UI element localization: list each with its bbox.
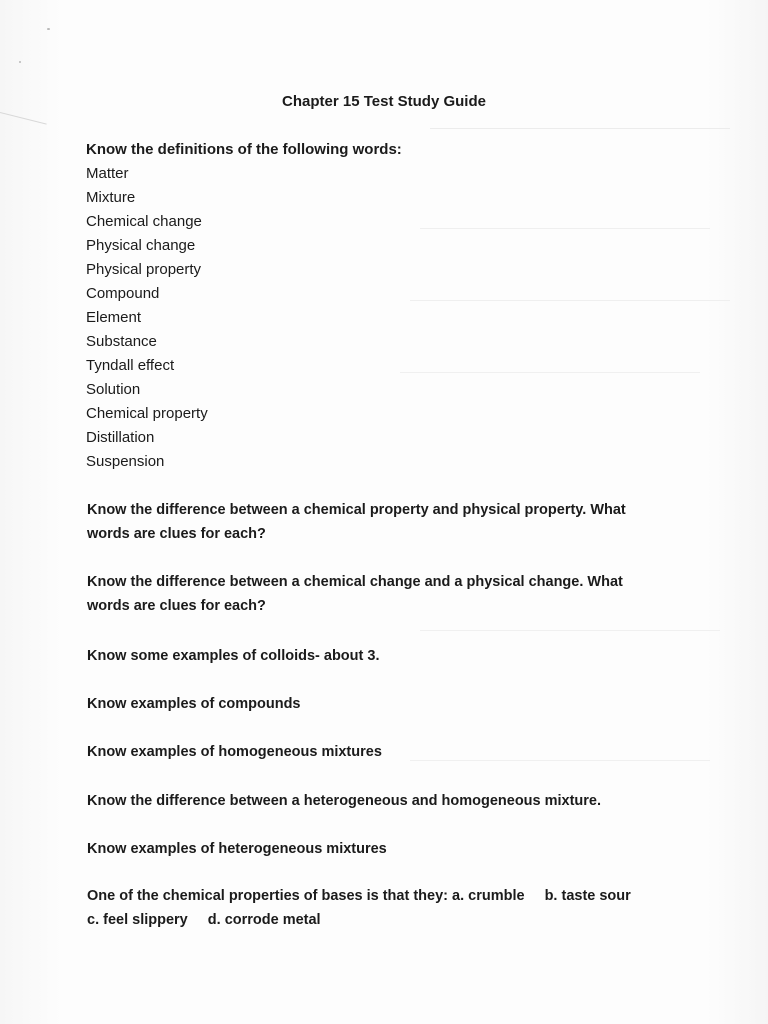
question-line xyxy=(87,884,687,908)
definitions-heading: Know the definitions of the following words: xyxy=(86,141,402,158)
vocabulary-word: Solution xyxy=(86,381,141,398)
question-colloids: Know some examples of colloids- about 3. xyxy=(87,648,380,664)
question-line: Know the difference between a chemical change and a physical change. What xyxy=(87,574,623,590)
vocabulary-word: Distillation xyxy=(86,429,155,446)
page-title: Chapter 15 Test Study Guide xyxy=(282,93,486,110)
choice-b: b. taste sour xyxy=(544,888,631,904)
question-line xyxy=(87,908,687,932)
bleed-through-line xyxy=(410,300,730,301)
question-line: words are clues for each? xyxy=(87,598,266,614)
question-chemical-vs-physical-property xyxy=(87,498,687,546)
bleed-through-line xyxy=(430,128,730,129)
vocabulary-list xyxy=(86,162,208,474)
vocabulary-word: Physical change xyxy=(86,237,196,254)
question-heterogeneous-mixtures: Know examples of heterogeneous mixtures xyxy=(87,841,387,857)
vocabulary-word: Chemical change xyxy=(86,213,202,230)
question-compounds: Know examples of compounds xyxy=(87,696,301,712)
vocabulary-word: Physical property xyxy=(86,261,202,278)
vocabulary-word: Matter xyxy=(86,165,129,182)
choice-c: c. feel slippery xyxy=(87,912,188,928)
bleed-through-line xyxy=(400,372,700,373)
scan-speck xyxy=(19,61,21,63)
vocabulary-word: Suspension xyxy=(86,453,165,470)
question-line: Know the difference between a chemical property and physical property. What xyxy=(87,502,626,518)
bleed-through-line xyxy=(420,228,710,229)
question-heterogeneous-vs-homogeneous: Know the difference between a heterogeneous and homogeneous mixture. xyxy=(87,793,602,809)
vocabulary-word: Mixture xyxy=(86,189,136,206)
question-homogeneous-mixtures: Know examples of homogeneous mixtures xyxy=(87,744,382,760)
scan-speck xyxy=(47,28,50,30)
question-bases-multiple-choice xyxy=(87,884,687,932)
vocabulary-word: Element xyxy=(86,309,142,326)
question-chemical-vs-physical-change xyxy=(87,570,687,618)
vocabulary-word: Tyndall effect xyxy=(86,357,175,374)
vocabulary-word: Substance xyxy=(86,333,157,350)
vocabulary-word: Chemical property xyxy=(86,405,208,422)
scan-mark xyxy=(0,112,47,125)
question-line: words are clues for each? xyxy=(87,526,266,542)
bleed-through-line xyxy=(420,630,720,631)
choice-d: d. corrode metal xyxy=(207,912,321,928)
vocabulary-word: Compound xyxy=(86,285,160,302)
choice-a: a. crumble xyxy=(452,888,525,904)
question-stem: One of the chemical properties of bases is that they: xyxy=(87,888,448,904)
